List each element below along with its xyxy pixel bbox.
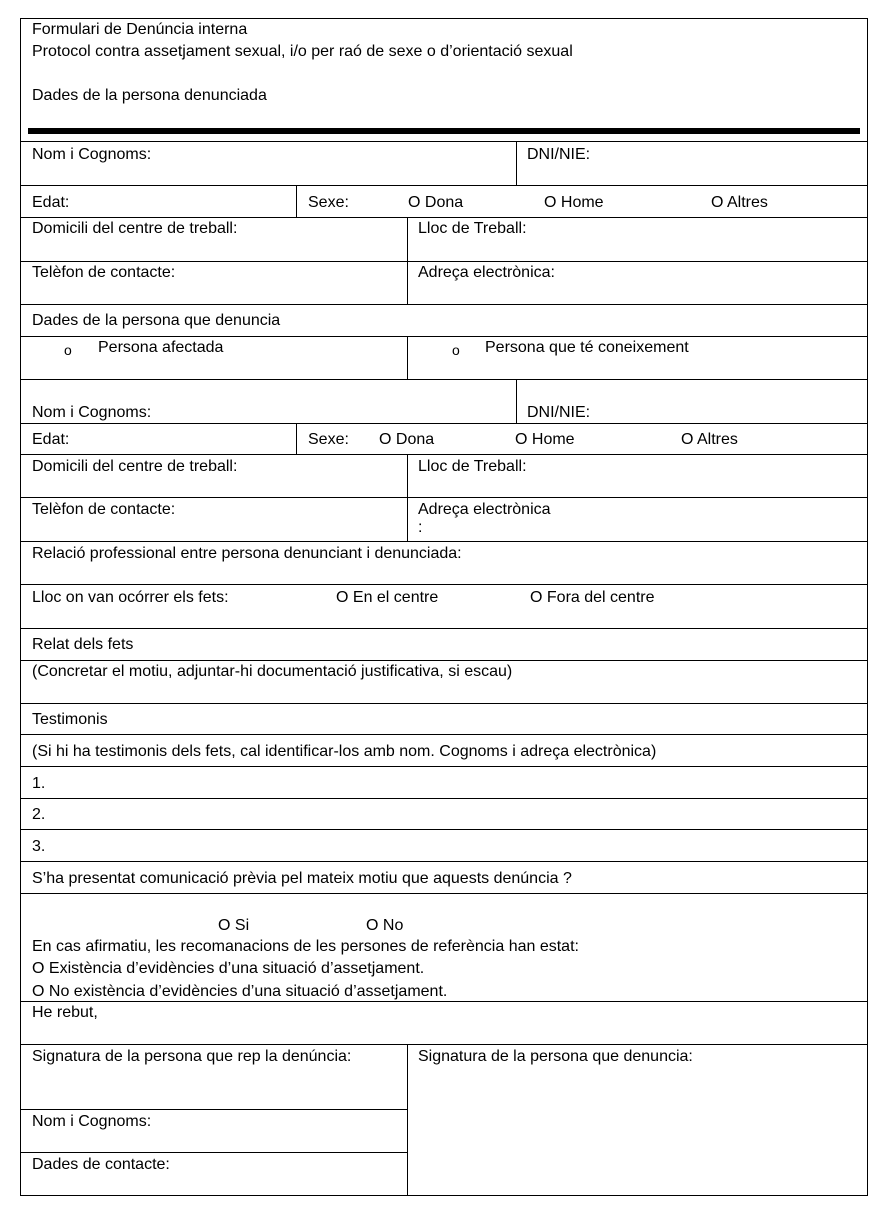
lloc-fets-label: Lloc on van ocórrer els fets: xyxy=(32,589,229,606)
radio-bullet-icon: o xyxy=(64,342,72,358)
denunciada-nom-label: Nom i Cognoms: xyxy=(32,146,152,163)
testimonis-hint: (Si hi ha testimonis dels fets, cal identificar-los amb nom. Cognoms i adreça electrònica) xyxy=(32,743,657,760)
divider xyxy=(296,186,297,218)
denunciant-sexe-label: Sexe: xyxy=(308,431,349,448)
denunciant-lloc-field[interactable] xyxy=(408,455,867,497)
denunciada-sexe-dona-radio[interactable]: O Dona xyxy=(408,194,464,211)
previa-existencia-radio[interactable]: O Existència d’evidències d’una situació d’assetjament. xyxy=(32,960,425,977)
denunciada-telefon-field[interactable] xyxy=(20,262,407,304)
denunciada-domicili-label: Domicili del centre de treball: xyxy=(32,220,238,237)
denunciada-dni-field[interactable] xyxy=(517,142,867,185)
denunciant-type-afectada-radio[interactable]: Persona afectada xyxy=(98,339,224,356)
denunciant-sexe-dona-radio[interactable]: O Dona xyxy=(379,431,435,448)
denunciant-edat-field[interactable] xyxy=(20,424,296,454)
relacio-label: Relació professional entre persona denunciant i denunciada: xyxy=(32,545,462,562)
signatura-denunciant-field[interactable] xyxy=(408,1045,867,1195)
relat-field[interactable] xyxy=(20,661,867,703)
relacio-field[interactable] xyxy=(20,542,867,584)
divider xyxy=(20,703,868,704)
denunciant-sexe-home-radio[interactable]: O Home xyxy=(515,431,575,448)
divider xyxy=(296,424,297,455)
form-subtitle: Protocol contra assetjament sexual, i/o per raó de sexe o d’orientació sexual xyxy=(32,43,573,60)
denunciant-domicili-label: Domicili del centre de treball: xyxy=(32,458,238,475)
divider xyxy=(20,893,868,894)
header-divider xyxy=(28,128,860,134)
divider xyxy=(20,1001,868,1002)
form-title: Formulari de Denúncia interna xyxy=(32,21,248,38)
denunciada-lloc-field[interactable] xyxy=(408,218,867,261)
denunciant-telefon-field[interactable] xyxy=(20,498,407,541)
denunciada-telefon-label: Telèfon de contacte: xyxy=(32,264,176,281)
receptor-nom-field[interactable] xyxy=(20,1110,407,1152)
signatura-receptor-field[interactable] xyxy=(20,1045,407,1109)
divider xyxy=(20,304,868,305)
denunciada-domicili-field[interactable] xyxy=(20,218,407,261)
testimoni-2-label: 2. xyxy=(32,806,46,823)
denunciant-type-coneixement-radio[interactable]: Persona que té coneixement xyxy=(485,339,689,356)
divider xyxy=(20,628,868,629)
lloc-fets-centre-radio[interactable]: O En el centre xyxy=(336,589,439,606)
divider xyxy=(20,734,868,735)
divider xyxy=(20,584,868,585)
testimonis-heading: Testimonis xyxy=(32,711,108,728)
divider xyxy=(20,861,868,862)
testimoni-3-field[interactable] xyxy=(20,830,867,861)
signatura-receptor-label: Signatura de la persona que rep la denúncia: xyxy=(32,1048,352,1065)
section-denunciant-heading: Dades de la persona que denuncia xyxy=(32,312,281,329)
denunciada-edat-field[interactable] xyxy=(20,186,296,217)
denunciant-dni-label: DNI/NIE: xyxy=(527,404,591,421)
denunciant-email-field[interactable] xyxy=(408,498,867,541)
denunciant-lloc-label: Lloc de Treball: xyxy=(418,458,527,475)
denunciada-email-field[interactable] xyxy=(408,262,867,304)
section-denunciada-heading: Dades de la persona denunciada xyxy=(32,87,267,104)
receptor-contacte-field[interactable] xyxy=(20,1153,407,1195)
denunciada-email-label: Adreça electrònica: xyxy=(418,264,555,281)
relat-hint: (Concretar el motiu, adjuntar-hi documentació justificativa, si escau) xyxy=(32,663,513,680)
previa-no-existencia-radio[interactable]: O No existència d’evidències d’una situació d’assetjament. xyxy=(32,983,448,1000)
denunciant-edat-label: Edat: xyxy=(32,431,70,448)
rebut-label: He rebut, xyxy=(32,1004,98,1021)
denunciada-dni-label: DNI/NIE: xyxy=(527,146,591,163)
denunciada-sexe-home-radio[interactable]: O Home xyxy=(544,194,604,211)
denunciada-nom-field[interactable] xyxy=(20,142,516,185)
denunciant-sexe-altres-radio[interactable]: O Altres xyxy=(681,431,738,448)
previa-no-radio[interactable]: O No xyxy=(366,917,404,934)
denunciant-telefon-label: Telèfon de contacte: xyxy=(32,501,176,518)
testimoni-2-field[interactable] xyxy=(20,799,867,829)
previa-question: S’ha presentat comunicació prèvia pel mateix motiu que aquests denúncia ? xyxy=(32,870,572,887)
previa-followup: En cas afirmatiu, les recomanacions de les persones de referència han estat: xyxy=(32,938,579,955)
denunciant-email-label: Adreça electrònica xyxy=(418,501,551,518)
receptor-nom-label: Nom i Cognoms: xyxy=(32,1113,152,1130)
denunciada-sexe-label: Sexe: xyxy=(308,194,349,211)
testimoni-1-field[interactable] xyxy=(20,767,867,798)
denunciada-lloc-label: Lloc de Treball: xyxy=(418,220,527,237)
previa-si-radio[interactable]: O Si xyxy=(218,917,250,934)
signatura-denunciant-label: Signatura de la persona que denuncia: xyxy=(418,1048,693,1065)
receptor-contacte-label: Dades de contacte: xyxy=(32,1156,170,1173)
lloc-fets-fora-radio[interactable]: O Fora del centre xyxy=(530,589,655,606)
denunciada-sexe-altres-radio[interactable]: O Altres xyxy=(711,194,768,211)
divider xyxy=(20,336,868,337)
denunciant-nom-label: Nom i Cognoms: xyxy=(32,404,152,421)
denunciada-edat-label: Edat: xyxy=(32,194,70,211)
testimoni-3-label: 3. xyxy=(32,838,46,855)
relat-heading: Relat dels fets xyxy=(32,636,134,653)
denunciant-domicili-field[interactable] xyxy=(20,455,407,497)
testimoni-1-label: 1. xyxy=(32,775,46,792)
divider xyxy=(407,337,408,379)
radio-bullet-icon: o xyxy=(452,342,460,358)
denunciant-email-colon: : xyxy=(418,519,423,536)
